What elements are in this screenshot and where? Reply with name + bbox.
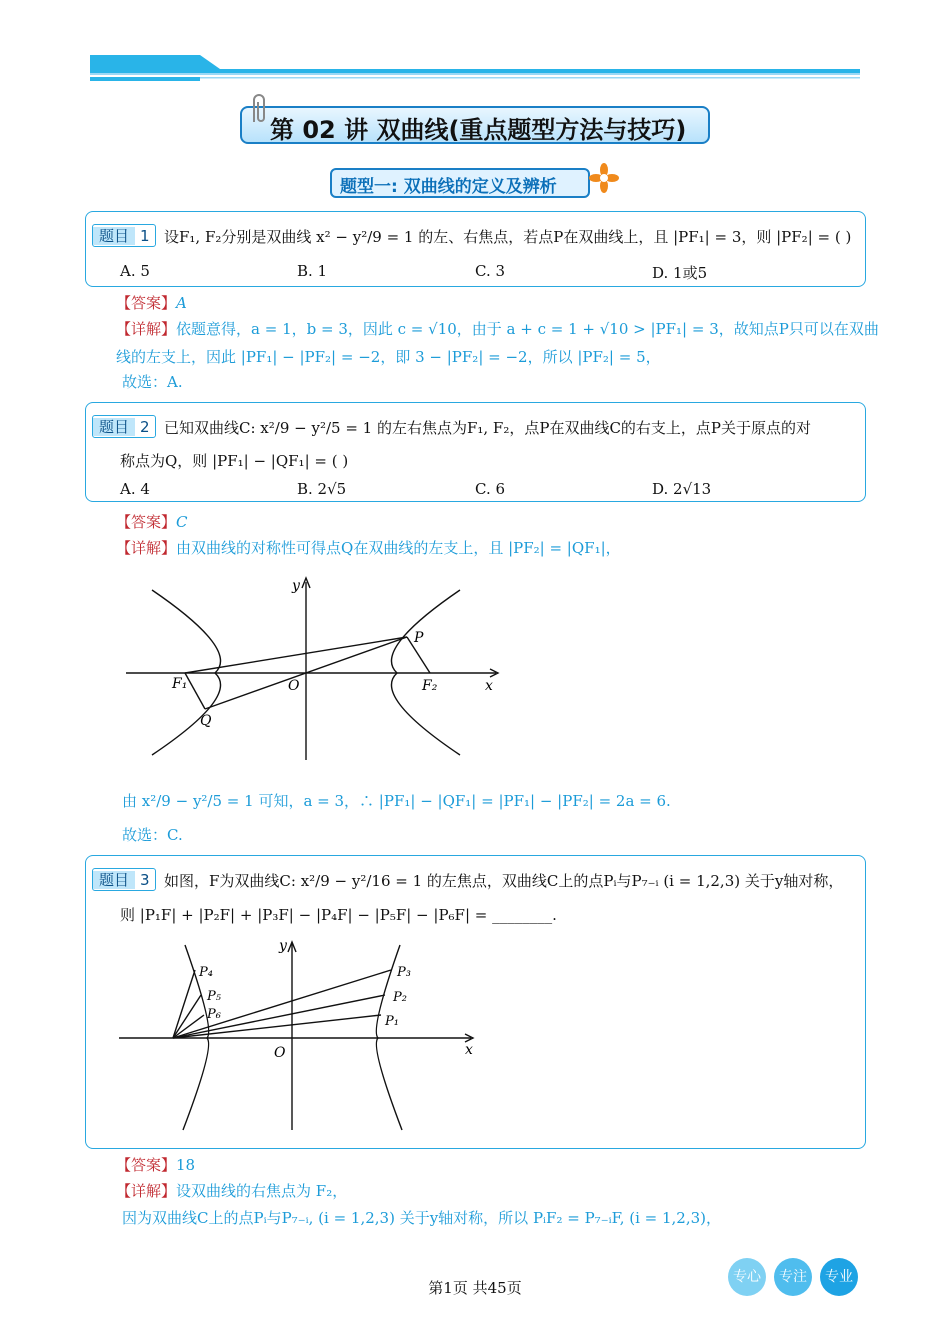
question-number: 1 <box>135 227 155 245</box>
header-bar <box>90 55 860 83</box>
label-p4: P₄ <box>199 965 213 980</box>
question-label-text: 题目 <box>93 871 135 889</box>
q3-detail-2: 因为双曲线C上的点Pᵢ与P₇₋ᵢ, (i = 1,2,3) 关于y轴对称，所以 PᵢF₂ = P₇₋ᵢF, (i = 1,2,3)， <box>122 1209 722 1227</box>
question-3-label <box>92 868 156 895</box>
label-q: Q <box>200 713 212 729</box>
question-3-text-1: 如图，F为双曲线C: x²/9 − y²/16 = 1 的左焦点，双曲线C上的点Pᵢ与P₇₋ᵢ (i = 1,2,3) 关于y轴对称， <box>164 872 844 890</box>
answer-label: 【答案】 <box>116 294 177 312</box>
question-2-text-2: 称点为Q，则 |PF₁| − |QF₁| = ( ) <box>120 452 349 470</box>
detail-text: 设双曲线的右焦点为 F₂， <box>176 1182 348 1200</box>
q1-option-a: A. 5 <box>120 262 150 280</box>
q2-detail-2: 由 x²/9 − y²/5 = 1 可知，a = 3，∴ |PF₁| − |QF₁| = |PF₁| − |PF₂| = 2a = 6. <box>122 792 671 810</box>
label-p6: P₆ <box>207 1007 221 1022</box>
question-2-text-1: 已知双曲线C: x²/9 − y²/5 = 1 的左右焦点为F₁, F₂，点P在双曲线C的右支上，点P关于原点的对 <box>164 419 812 437</box>
page-number: 第1页 共45页 <box>428 1279 522 1297</box>
q2-option-c: C. 6 <box>475 480 506 498</box>
q2-hyperbola-figure <box>120 570 510 765</box>
segment-fp2 <box>173 995 385 1038</box>
flower-icon <box>588 162 620 194</box>
badge-3: 专业 <box>820 1258 858 1296</box>
q2-option-a: A. 4 <box>120 480 150 498</box>
q1-option-d: D. 1或5 <box>652 264 708 282</box>
question-3-text-2: 则 |P₁F| + |P₂F| + |P₃F| − |P₄F| − |P₅F| − |P₆F| = ________. <box>120 906 557 924</box>
badge-1: 专心 <box>728 1258 766 1296</box>
q1-detail-1 <box>116 318 879 339</box>
label-x: x <box>485 678 493 694</box>
detail-label: 【详解】 <box>116 1182 177 1200</box>
label-y: y <box>292 578 300 594</box>
q3-hyperbola-figure <box>115 930 485 1135</box>
q1-option-b: B. 1 <box>297 262 328 280</box>
question-label-text: 题目 <box>93 227 135 245</box>
label-y: y <box>279 938 287 954</box>
label-p3: P₃ <box>397 965 411 980</box>
question-label-text: 题目 <box>93 418 135 436</box>
q2-detail-3: 故选：C. <box>122 826 183 844</box>
q3-detail-1 <box>116 1180 347 1201</box>
q3-answer <box>116 1154 195 1175</box>
label-o: O <box>274 1045 286 1061</box>
label-x: x <box>465 1042 473 1058</box>
answer-value: C <box>176 513 188 531</box>
question-2-label <box>92 415 156 442</box>
label-f2: F₂ <box>422 678 438 694</box>
q2-detail-1 <box>116 537 621 558</box>
answer-value: A <box>176 294 187 312</box>
q1-answer <box>116 292 187 313</box>
page-title: 第 02 讲 双曲线(重点题型方法与技巧) <box>270 116 687 144</box>
label-f1: F₁ <box>172 676 188 692</box>
segment-fp3 <box>173 970 391 1038</box>
label-p5: P₅ <box>207 989 221 1004</box>
label-o: O <box>288 678 300 694</box>
detail-label: 【详解】 <box>116 539 177 557</box>
question-1-text: 设F₁, F₂分别是双曲线 x² − y²/9 = 1 的左、右焦点，若点P在双曲线上，且 |PF₁| = 3，则 |PF₂| = ( ) <box>164 228 852 246</box>
section-title: 题型一: 双曲线的定义及辨析 <box>340 177 557 197</box>
q1-option-c: C. 3 <box>475 262 506 280</box>
q2-answer <box>116 511 188 532</box>
badge-2: 专注 <box>774 1258 812 1296</box>
question-1-label <box>92 224 156 251</box>
answer-value: 18 <box>176 1156 196 1174</box>
segment-f1p <box>185 637 407 673</box>
question-number: 3 <box>135 871 155 889</box>
segment-fp4 <box>173 970 195 1038</box>
detail-label: 【详解】 <box>116 320 177 338</box>
label-p: P <box>414 630 424 646</box>
label-p1: P₁ <box>385 1014 399 1029</box>
detail-text: 依题意得，a = 1，b = 3，因此 c = √10，由于 a + c = 1 + √10 > |PF₁| = 3，故知点P只可以在双曲 <box>176 320 879 338</box>
segment-fp5 <box>173 995 201 1038</box>
q2-option-d: D. 2√13 <box>652 480 712 498</box>
q1-detail-3: 故选：A. <box>122 373 183 391</box>
label-p2: P₂ <box>393 990 407 1005</box>
q1-detail-2: 线的左支上，因此 |PF₁| − |PF₂| = −2，即 3 − |PF₂| = −2，所以 |PF₂| = 5， <box>116 348 661 366</box>
paperclip-icon <box>248 92 270 126</box>
answer-label: 【答案】 <box>116 1156 177 1174</box>
q2-option-b: B. 2√5 <box>297 480 347 498</box>
segment-fp1 <box>173 1015 381 1038</box>
answer-label: 【答案】 <box>116 513 177 531</box>
detail-text: 由双曲线的对称性可得点Q在双曲线的左支上，且 |PF₂| = |QF₁|， <box>176 539 621 557</box>
segment-f1q <box>185 673 205 709</box>
question-number: 2 <box>135 418 155 436</box>
